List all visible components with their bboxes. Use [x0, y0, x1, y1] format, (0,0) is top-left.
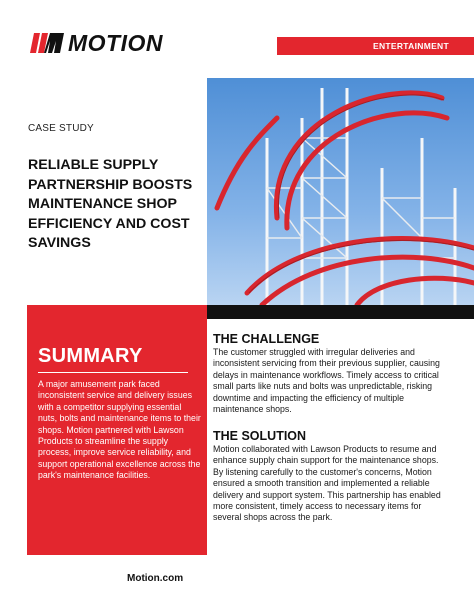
summary-divider: [38, 372, 188, 373]
roller-coaster-photo-icon: [207, 78, 474, 305]
motion-logo-mark-icon: [28, 31, 66, 55]
page-title: RELIABLE SUPPLY PARTNERSHIP BOOSTS MAINTENANCE SHOP EFFICIENCY AND COST SAVINGS: [28, 157, 193, 251]
logo-wordmark: MOTION: [68, 30, 163, 56]
summary-title: SUMMARY: [38, 345, 143, 367]
section-divider-bar: [207, 305, 474, 319]
category-badge-label: ENTERTAINMENT: [373, 41, 449, 51]
motion-logo[interactable]: [28, 30, 163, 56]
challenge-title: THE CHALLENGE: [213, 332, 320, 346]
doc-type-label: CASE STUDY: [28, 123, 94, 134]
challenge-body: The customer struggled with irregular deliveries and inconsistent servicing from their previous supplier, causing delays in maintenance workflows. Timely access to critical small parts like nuts and bolts was unpredictable, risking downtime and impacting the efficiency of multiple maintenance shops.: [213, 347, 440, 415]
summary-body: A major amusement park faced inconsistent service and delivery issues with a competitor supplying essential nuts, bolts and maintenance items to their shops. Motion partnered with Lawson Products to streamline the supply process, improve service reliability, and support operational excellence across the park's maintenance facilities.: [38, 379, 201, 481]
hero-photo: [207, 78, 474, 305]
footer-website-link[interactable]: Motion.com: [127, 573, 184, 584]
summary-panel: [27, 305, 207, 555]
solution-body: Motion collaborated with Lawson Products to resume and enhance supply chain support for the maintenance shops. By listening carefully to the customer's concerns, Motion ensured a smooth transition and implemented a reliable delivery and support system. This partnership has enabled more consistent, timely access to necessary items for several shops across the park.: [213, 444, 441, 523]
category-badge: [277, 37, 474, 55]
solution-title: THE SOLUTION: [213, 429, 307, 443]
